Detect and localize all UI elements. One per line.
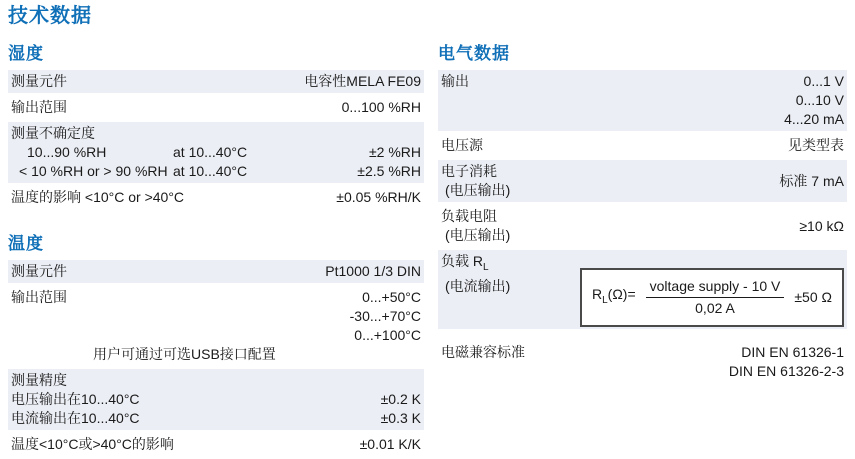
- accuracy-value: ±0.2 K: [380, 391, 421, 407]
- row-load-rl: [438, 250, 847, 329]
- formula-tolerance: ±50 Ω: [794, 289, 832, 305]
- row-value: 标准 7 mA: [779, 172, 844, 189]
- formula-rl-subscript: L: [602, 294, 608, 306]
- load-rl-labels: [441, 252, 510, 296]
- row-sublabel: (电压输出): [445, 227, 511, 243]
- accuracy-line-1: [11, 390, 421, 409]
- row-value: ≥10 kΩ: [799, 217, 844, 234]
- load-resistance-labels: [441, 207, 510, 245]
- uncertainty-condition: at 10...40°C: [173, 163, 248, 179]
- accuracy-label: 电流输出在10...40°C: [11, 410, 140, 426]
- row-label: 电压源: [441, 137, 483, 153]
- rl-subscript: L: [483, 261, 489, 273]
- consumption-labels: [441, 162, 510, 200]
- emc-value: DIN EN 61326-1: [741, 344, 844, 360]
- row-value: 电容性MELA FE09: [304, 73, 421, 89]
- row-temperature-range: [8, 286, 424, 366]
- right-column: [438, 44, 847, 459]
- row-humidity-uncertainty: [8, 122, 424, 183]
- row-label: 负载 $R_L$: [441, 253, 489, 273]
- formula-denominator: 0,02 A: [695, 300, 735, 316]
- page-title: 技术数据: [8, 5, 92, 27]
- usb-config-note: 用户可通过可选USB接口配置: [93, 346, 276, 362]
- section-heading-humidity: 湿度: [8, 44, 44, 63]
- output-value: 0...1 V: [803, 73, 844, 89]
- usb-note-line: [11, 345, 421, 364]
- row-label: 电磁兼容标准: [441, 344, 525, 360]
- row-temperature-element: [8, 260, 424, 283]
- row-label: 测量元件: [11, 263, 67, 279]
- uncertainty-range: < 10 %RH or > 90 %RH: [19, 163, 168, 179]
- accuracy-label: 电压输出在10...40°C: [11, 391, 140, 407]
- row-humidity-temp-influence: [8, 186, 424, 209]
- row-label: 测量精度: [11, 372, 67, 388]
- row-temperature-accuracy: [8, 369, 424, 430]
- left-column: [8, 44, 424, 459]
- temperature-range-line: [11, 288, 421, 345]
- section-heading-electrical: 电气数据: [438, 44, 510, 63]
- row-electrical-output: [438, 70, 847, 131]
- row-value: 见类型表: [788, 137, 844, 153]
- uncertainty-value: ±2.5 %RH: [357, 163, 421, 179]
- accuracy-value: ±0.3 K: [380, 410, 421, 426]
- row-label: 输出范围: [11, 99, 67, 115]
- accuracy-line-2: [11, 409, 421, 428]
- emc-values: [729, 343, 844, 381]
- formula-lhs: $R_L(\Omega)=$: [591, 286, 636, 306]
- range-value: -30...+70°C: [349, 308, 421, 324]
- row-sublabel: (电流输出): [445, 277, 511, 294]
- uncertainty-line-1: [11, 143, 421, 162]
- temperature-range-values: [350, 288, 421, 345]
- range-value: 0...+50°C: [362, 289, 421, 305]
- formula-fraction: [646, 277, 785, 318]
- columns-container: [8, 44, 847, 459]
- row-label: 输出范围: [11, 289, 67, 305]
- row-temperature-temp-influence: [8, 433, 424, 456]
- row-label: 温度的影响 <10°C or >40°C: [11, 189, 185, 205]
- range-value: 0...+100°C: [354, 327, 421, 343]
- row-voltage-source: [438, 134, 847, 157]
- row-label: 输出: [441, 73, 469, 89]
- row-label: 温度<10°C或>40°C的影响: [11, 436, 174, 452]
- row-value: Pt1000 1/3 DIN: [325, 263, 421, 279]
- row-value: ±0.01 K/K: [359, 436, 421, 452]
- row-consumption: [438, 160, 847, 202]
- row-humidity-range: [8, 96, 424, 119]
- uncertainty-range: 10...90 %RH: [27, 144, 107, 160]
- row-emc: [438, 341, 847, 383]
- row-sublabel: (电压输出): [445, 182, 511, 198]
- row-label: 电子消耗: [441, 163, 497, 179]
- uncertainty-condition: at 10...40°C: [173, 144, 248, 160]
- emc-value: DIN EN 61326-2-3: [728, 363, 844, 379]
- row-label: 测量元件: [11, 73, 67, 89]
- accuracy-title-line: [11, 371, 421, 390]
- section-heading-temperature: 温度: [8, 234, 44, 253]
- row-label: 负载电阻: [441, 208, 497, 224]
- row-value: 0...100 %RH: [341, 99, 421, 115]
- uncertainty-title-line: [11, 124, 421, 143]
- row-label: 测量不确定度: [11, 125, 95, 141]
- row-load-resistance: [438, 205, 847, 247]
- row-value: ±0.05 %RH/K: [336, 189, 421, 205]
- output-value: 0...10 V: [795, 92, 844, 108]
- uncertainty-value: ±2 %RH: [368, 144, 421, 160]
- uncertainty-line-2: [11, 162, 421, 181]
- rl-formula-box: [580, 268, 844, 327]
- output-value: 4...20 mA: [784, 111, 844, 127]
- formula-numerator: voltage supply - 10 V: [646, 277, 785, 298]
- output-values: [784, 72, 844, 129]
- row-humidity-element: [8, 70, 424, 93]
